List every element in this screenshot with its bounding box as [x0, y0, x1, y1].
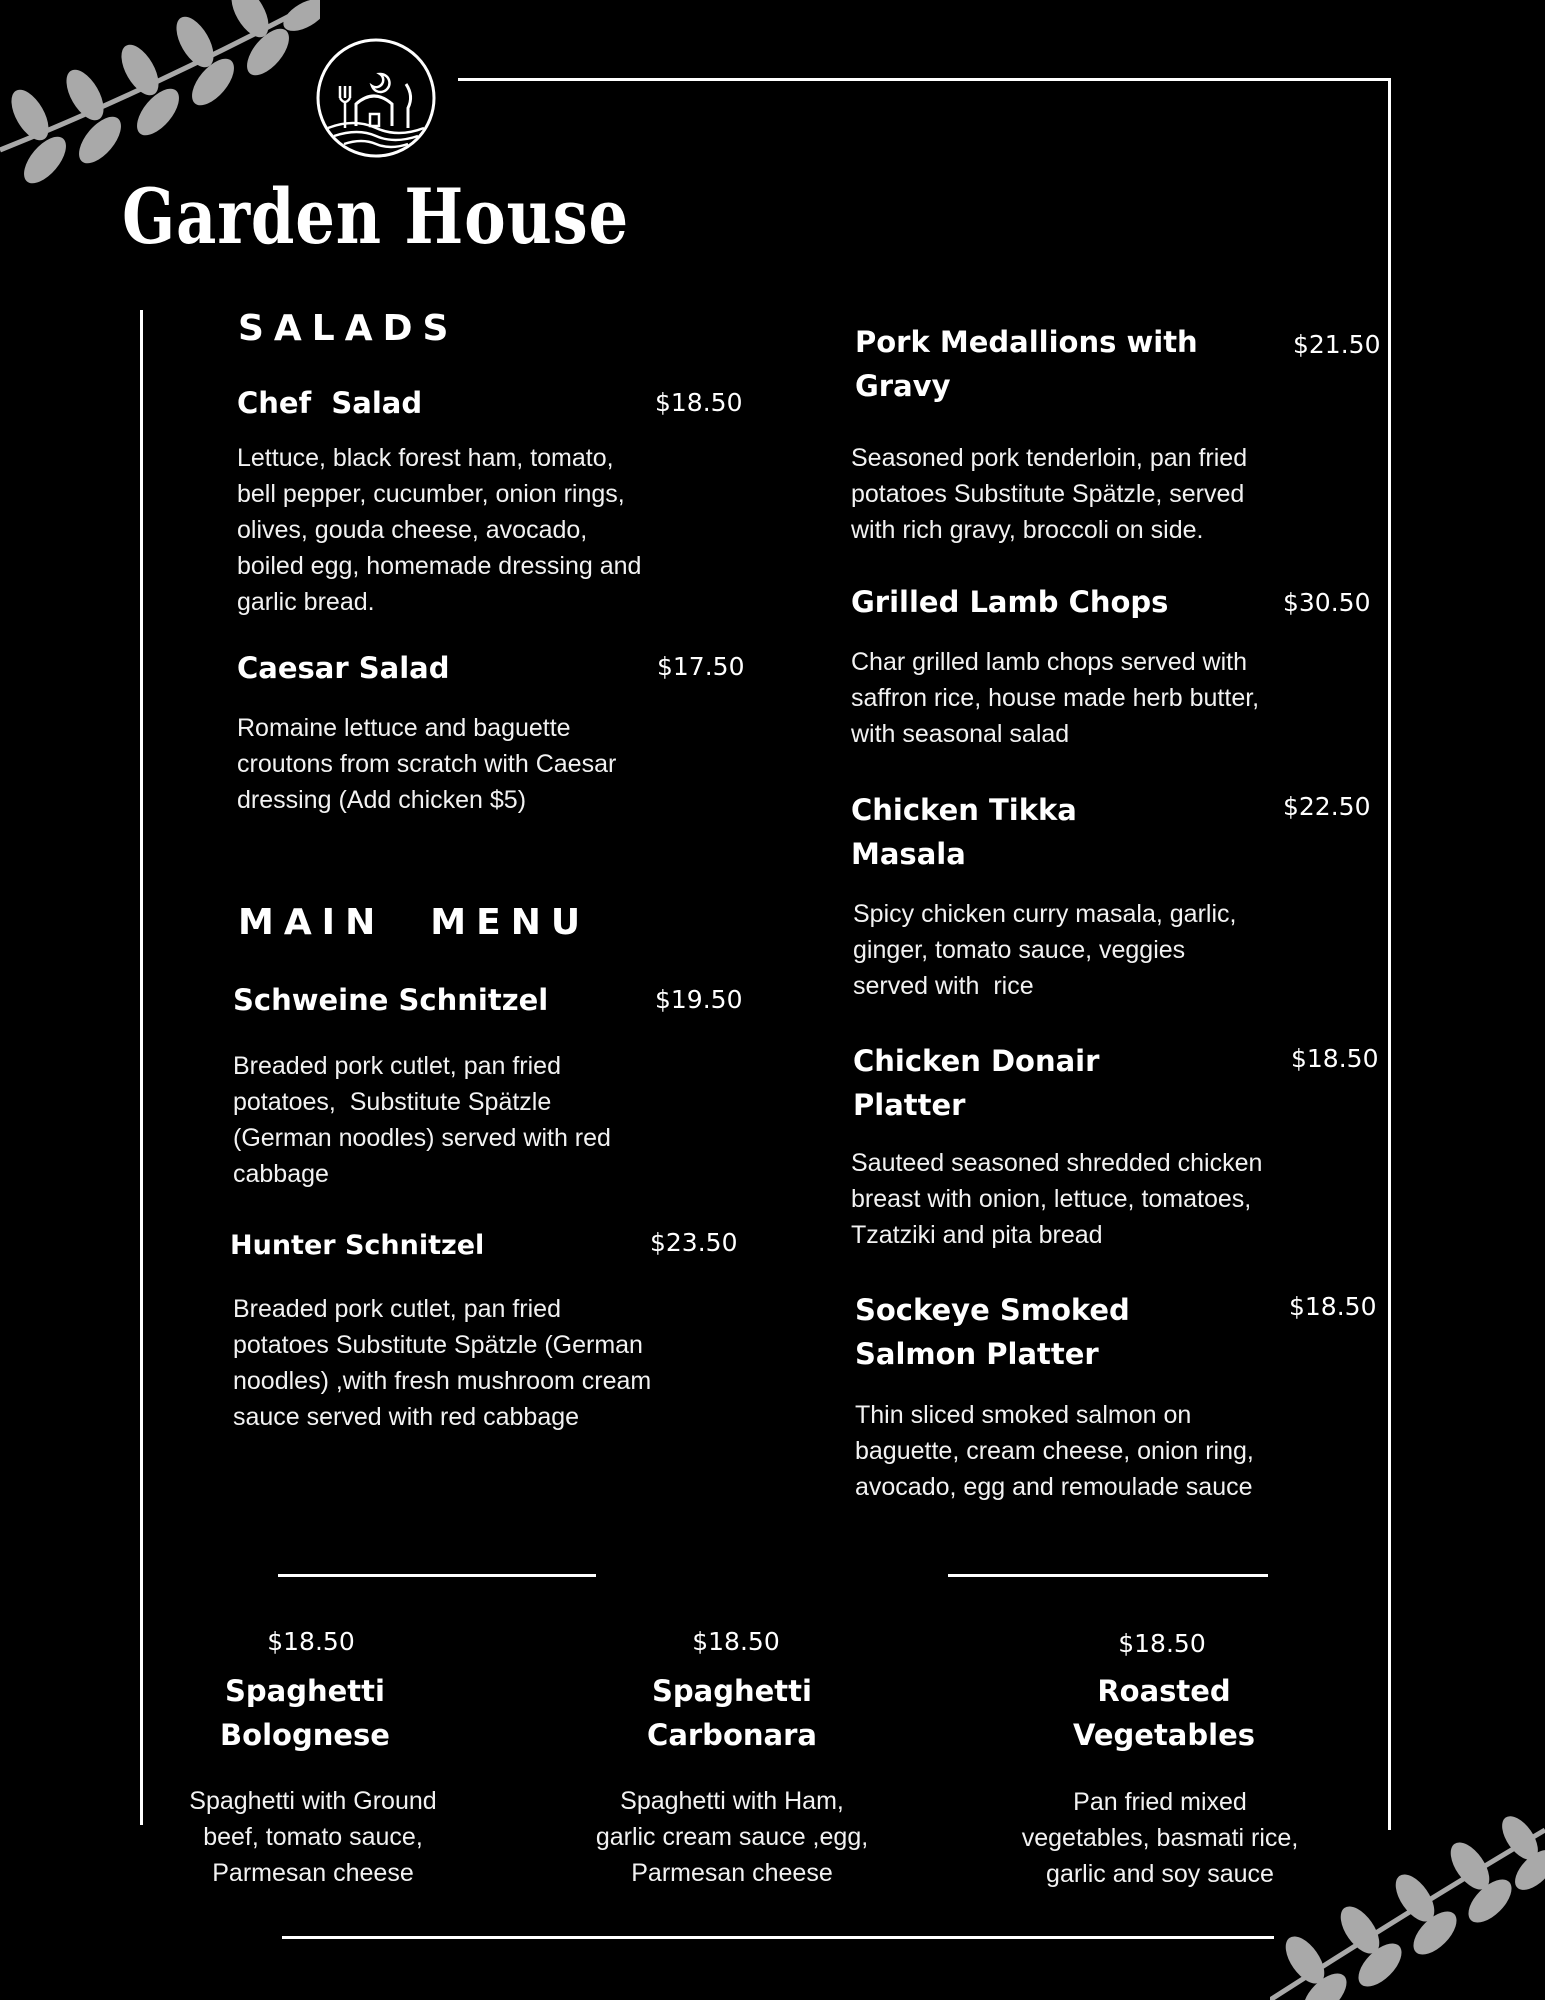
item-name-spaghetti-bolognese: Spaghetti Bolognese — [220, 1674, 390, 1752]
item-name-pork-medallions: Pork Medallions with Gravy — [855, 325, 1198, 403]
section-title-salads: SALADS — [238, 308, 459, 349]
item-price-spaghetti-carbonara: $18.50 — [692, 1627, 780, 1656]
item-price-caesar-salad: $17.50 — [657, 652, 745, 681]
item-desc-spaghetti-bolognese: Spaghetti with Ground beef, tomato sauce, Parmesan cheese — [189, 1787, 437, 1887]
item-price-chicken-tikka-masala: $22.50 — [1283, 792, 1371, 821]
item-price-spaghetti-bolognese: $18.50 — [267, 1627, 355, 1656]
item-price-pork-medallions: $21.50 — [1293, 330, 1381, 359]
leaf-branch-bottom-right-icon — [1270, 1790, 1545, 2000]
item-name-chef-salad: Chef Salad — [237, 386, 423, 420]
item-price-roasted-vegetables: $18.50 — [1118, 1629, 1206, 1658]
section-title-main-menu: MAIN MENU — [238, 902, 591, 943]
item-desc-chef-salad: Lettuce, black forest ham, tomato, bell pepper, cucumber, onion rings, olives, gouda cheese, avocado, boiled egg, homemade dressing and garlic bread. — [237, 444, 642, 616]
item-desc-schweine-schnitzel: Breaded pork cutlet, pan fried potatoes, Substitute Spätzle (German noodles) served with red cabbage — [233, 1052, 618, 1188]
item-desc-sockeye-smoked-salmon: Thin sliced smoked salmon on baguette, cream cheese, onion ring, avocado, egg and remoulade sauce — [855, 1401, 1254, 1501]
item-name-grilled-lamb-chops: Grilled Lamb Chops — [851, 585, 1169, 619]
divider-right-line — [948, 1574, 1268, 1577]
item-price-grilled-lamb-chops: $30.50 — [1283, 588, 1371, 617]
item-name-spaghetti-carbonara: Spaghetti Carbonara — [647, 1674, 817, 1752]
item-name-chicken-tikka-masala: Chicken Tikka Masala — [851, 793, 1077, 871]
brand-title: Garden House — [122, 172, 630, 261]
item-name-hunter-schnitzel: Hunter Schnitzel — [230, 1230, 485, 1261]
item-name-roasted-vegetables: Roasted Vegetables — [1072, 1674, 1255, 1752]
item-desc-pork-medallions: Seasoned pork tenderloin, pan fried potatoes Substitute Spätzle, served with rich gravy, broccoli on side. — [851, 444, 1248, 544]
divider-left-line — [278, 1574, 596, 1577]
item-desc-roasted-vegetables: Pan fried mixed vegetables, basmati rice, garlic and soy sauce — [1021, 1788, 1299, 1888]
frame-top-line — [458, 78, 1390, 81]
item-name-sockeye-smoked-salmon: Sockeye Smoked Salmon Platter — [855, 1293, 1130, 1371]
item-name-schweine-schnitzel: Schweine Schnitzel — [233, 983, 549, 1017]
item-desc-chicken-donair-platter: Sauteed seasoned shredded chicken breast with onion, lettuce, tomatoes, Tzatziki and pita bread — [851, 1149, 1263, 1249]
item-name-caesar-salad: Caesar Salad — [237, 651, 450, 685]
frame-left-line — [140, 310, 143, 1825]
item-name-chicken-donair-platter: Chicken Donair Platter — [853, 1044, 1100, 1122]
item-desc-chicken-tikka-masala: Spicy chicken curry masala, garlic, ginger, tomato sauce, veggies served with rice — [853, 900, 1244, 1000]
item-price-hunter-schnitzel: $23.50 — [650, 1228, 738, 1257]
item-price-chicken-donair-platter: $18.50 — [1291, 1044, 1379, 1073]
frame-right-line — [1388, 78, 1391, 1830]
frame-bottom-line — [282, 1936, 1274, 1939]
item-desc-spaghetti-carbonara: Spaghetti with Ham, garlic cream sauce ,egg, Parmesan cheese — [595, 1787, 869, 1887]
item-price-schweine-schnitzel: $19.50 — [655, 985, 743, 1014]
restaurant-logo-icon — [314, 36, 438, 160]
item-price-chef-salad: $18.50 — [655, 388, 743, 417]
item-desc-caesar-salad: Romaine lettuce and baguette croutons from scratch with Caesar dressing (Add chicken $5) — [237, 714, 617, 814]
item-price-sockeye-smoked-salmon: $18.50 — [1289, 1292, 1377, 1321]
item-desc-hunter-schnitzel: Breaded pork cutlet, pan fried potatoes Substitute Spätzle (German noodles) ,with fresh mushroom cream sauce served with red cabbage — [233, 1295, 652, 1431]
item-desc-grilled-lamb-chops: Char grilled lamb chops served with saffron rice, house made herb butter, with seasonal salad — [851, 648, 1260, 748]
leaf-branch-top-left-icon — [0, 0, 320, 200]
